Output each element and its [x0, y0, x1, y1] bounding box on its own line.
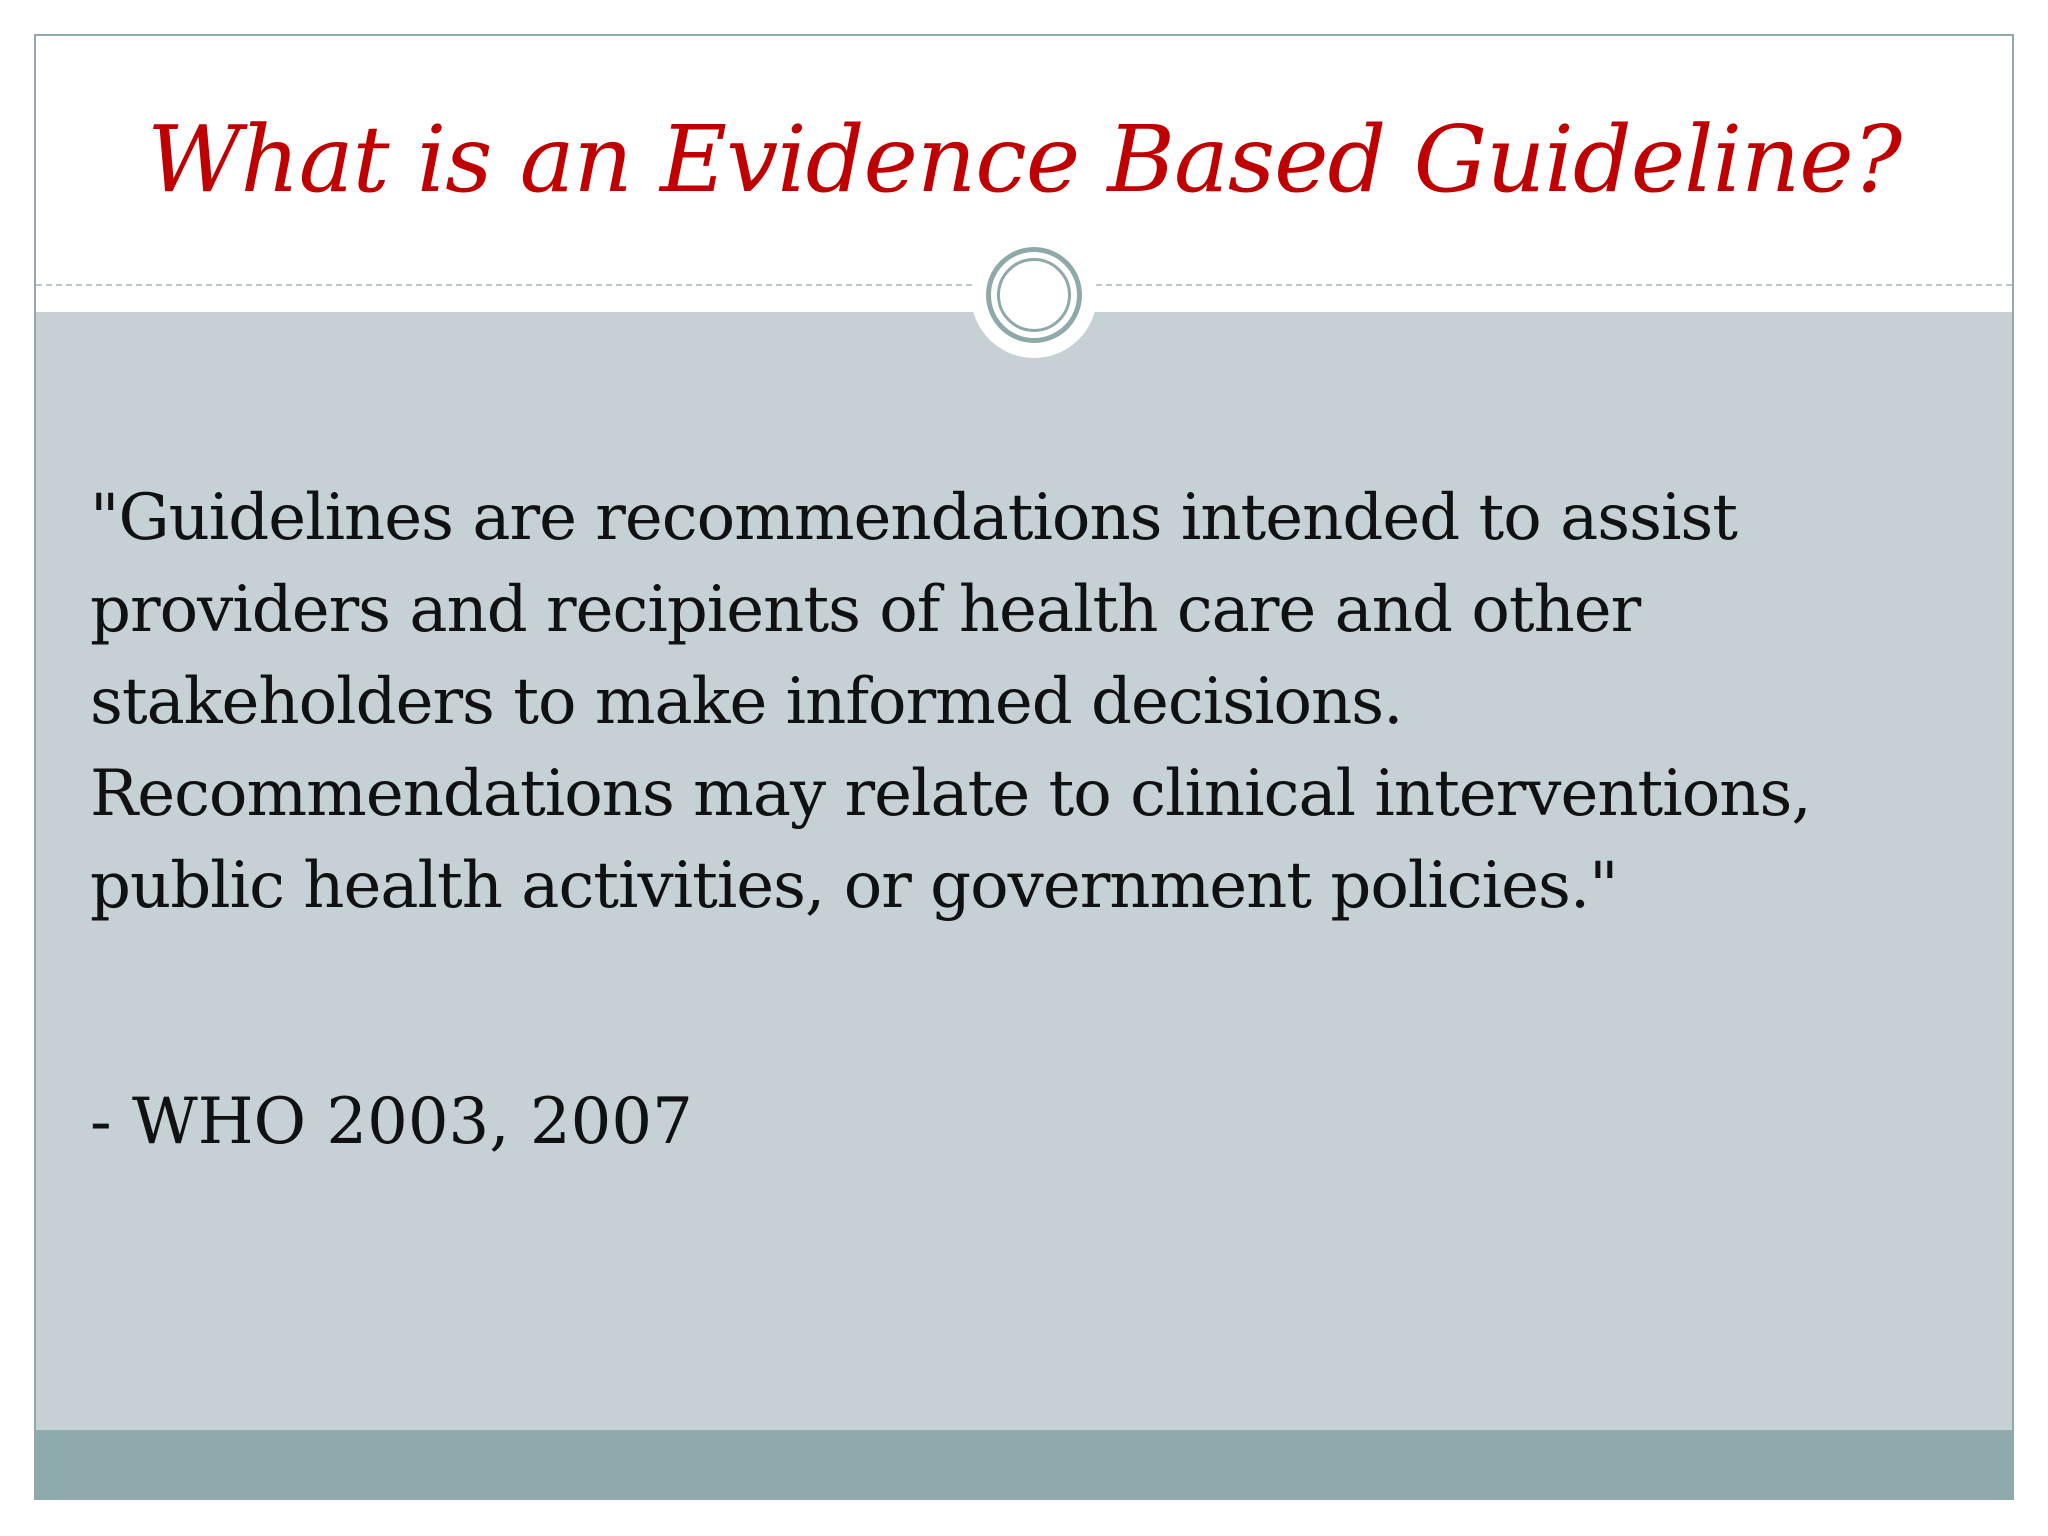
quote-line: Recommendations may relate to clinical interventions,: [90, 757, 1811, 831]
ornament-inner-ring: [997, 258, 1071, 332]
quote-line: public health activities, or government policies.": [90, 849, 1618, 923]
slide-title: What is an Evidence Based Guideline?: [146, 106, 1902, 213]
quote-line: stakeholders to make informed decisions.: [90, 665, 1403, 739]
quote-line: "Guidelines are recommendations intended to assist: [90, 481, 1737, 555]
slide: [34, 34, 2014, 1500]
quote-line: providers and recipients of health care and other: [90, 573, 1641, 647]
guideline-quote: [90, 472, 1990, 932]
circle-ornament-icon: [971, 232, 1097, 358]
ornament-outer-ring: [986, 247, 1082, 343]
footer-band: [36, 1430, 2012, 1500]
quote-citation: - WHO 2003, 2007: [90, 1085, 693, 1159]
